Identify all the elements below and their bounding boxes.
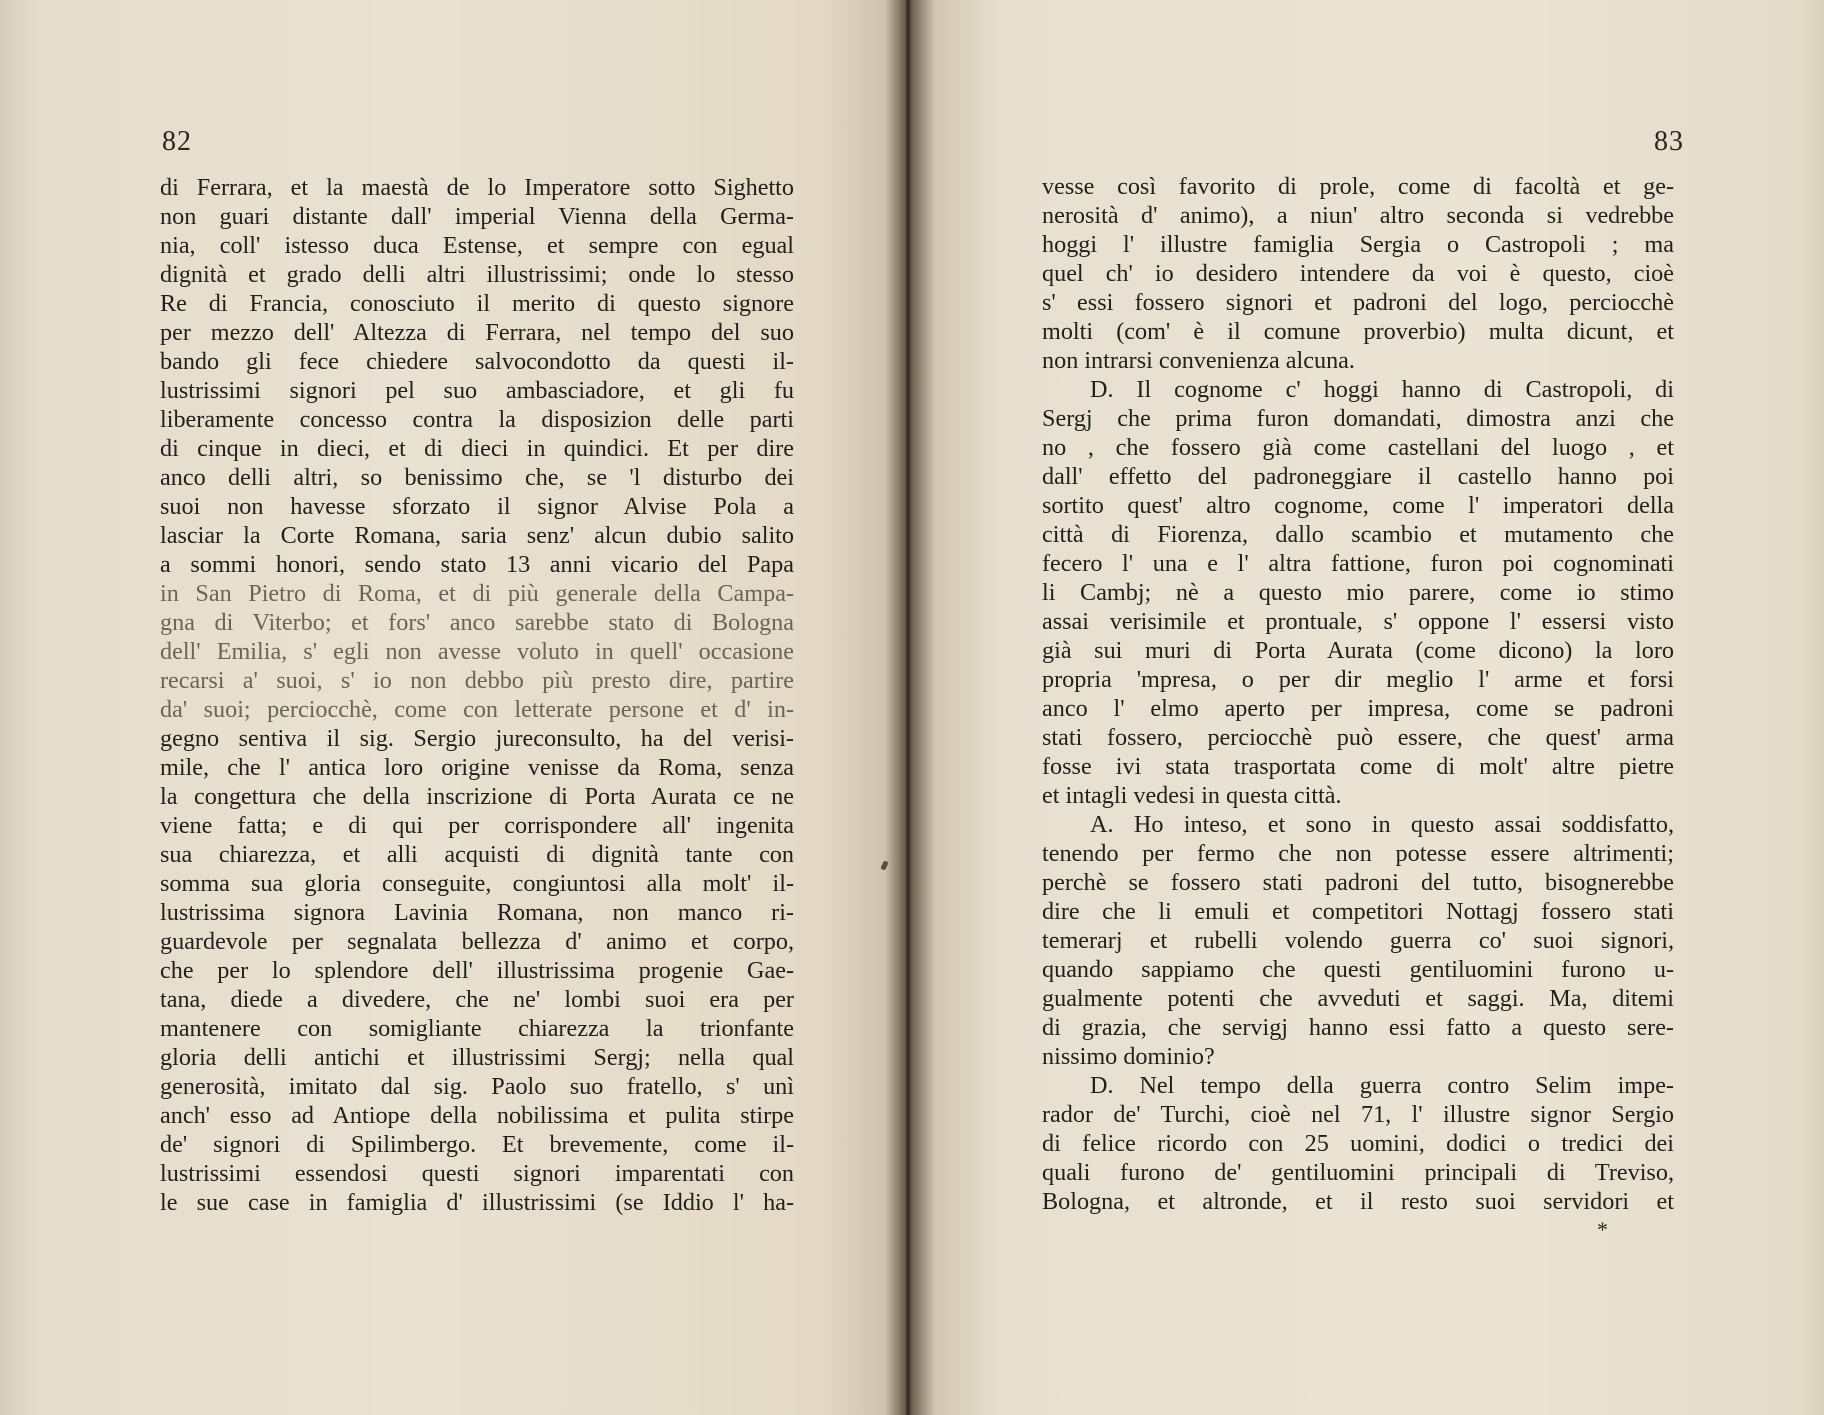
text-line: lustrissima signora Lavinia Romana, non manco ri- bbox=[160, 899, 794, 926]
text-line: dell' Emilia, s' egli non avesse voluto in quell' occasione bbox=[160, 638, 794, 665]
text-line: anco l' elmo aperto per impresa, come se padroni bbox=[1042, 695, 1674, 722]
text-line: non intrarsi convenienza alcuna. bbox=[1042, 347, 1355, 374]
text-line: dall' effetto del padroneggiare il castello hanno poi bbox=[1042, 463, 1674, 490]
left-page-text bbox=[160, 173, 794, 1217]
text-line: gualmente potenti che avveduti et saggi. Ma, ditemi bbox=[1042, 985, 1674, 1012]
text-line: et intagli vedesi in questa città. bbox=[1042, 782, 1342, 809]
text-line: propria 'mpresa, o per dir meglio l' arme et forsi bbox=[1042, 666, 1674, 693]
text-line: guardevole per segnalata bellezza d' animo et corpo, bbox=[160, 928, 794, 955]
text-line: perchè se fossero stati padroni del tutto, bisognerebbe bbox=[1042, 869, 1674, 896]
text-line: fecero l' una e l' altra fattione, furon poi cognominati bbox=[1042, 550, 1674, 577]
text-line: temerarj et rubelli volendo guerra co' suoi signori, bbox=[1042, 927, 1674, 954]
text-line: nia, coll' istesso duca Estense, et sempre con egual bbox=[160, 232, 794, 259]
ink-mark bbox=[880, 860, 888, 870]
text-line: in San Pietro di Roma, et di più generale della Campa- bbox=[160, 580, 794, 607]
text-line: sortito quest' altro cognome, come l' imperatori della bbox=[1042, 492, 1674, 519]
text-line: mantenere con somigliante chiarezza la trionfante bbox=[160, 1015, 794, 1042]
text-line: la congettura che della inscrizione di Porta Aurata ce ne bbox=[160, 783, 794, 810]
text-line: suoi non havesse sforzato il signor Alvise Pola a bbox=[160, 493, 794, 520]
text-line: D. Nel tempo della guerra contro Selim impe- bbox=[1090, 1072, 1674, 1099]
page-number-left: 82 bbox=[162, 126, 192, 157]
text-line: di Ferrara, et la maestà de lo Imperatore sotto Sighetto bbox=[160, 174, 794, 201]
text-line: s' essi fossero signori et padroni del logo, perciocchè bbox=[1042, 289, 1674, 316]
text-line: a sommi honori, sendo stato 13 anni vicario del Papa bbox=[160, 551, 794, 578]
text-line: assai verisimile et prontuale, s' oppone l' essersi visto bbox=[1042, 608, 1674, 635]
text-line: tenendo per fermo che non potesse essere altrimenti; bbox=[1042, 840, 1674, 867]
text-line: no , che fossero già come castellani del luogo , et bbox=[1042, 434, 1674, 461]
text-line: stati fossero, perciocchè può essere, che quest' arma bbox=[1042, 724, 1674, 751]
text-line: li Cambj; nè a questo mio parere, come io stimo bbox=[1042, 579, 1674, 606]
text-line: gegno sentiva il sig. Sergio jureconsulto, ha del verisi- bbox=[160, 725, 794, 752]
text-line: mile, che l' antica loro origine venisse da Roma, senza bbox=[160, 754, 794, 781]
page-number-right: 83 bbox=[1654, 126, 1684, 157]
text-line: Bologna, et altronde, et il resto suoi servidori et bbox=[1042, 1188, 1674, 1215]
text-line: vesse così favorito di prole, come di facoltà et ge- bbox=[1042, 173, 1674, 200]
text-line: fosse ivi stata trasportata come di molt' altre pietre bbox=[1042, 753, 1674, 780]
text-line: lasciar la Corte Romana, saria senz' alcun dubio salito bbox=[160, 522, 794, 549]
left-page bbox=[0, 0, 905, 1415]
text-line: da' suoi; perciocchè, come con letterate persone et d' in- bbox=[160, 696, 794, 723]
text-line: sua chiarezza, et alli acquisti di dignità tante con bbox=[160, 841, 794, 868]
text-line: quali furono de' gentiluomini principali di Treviso, bbox=[1042, 1159, 1674, 1186]
text-line: dire che li emuli et competitori Nottagj fossero stati bbox=[1042, 898, 1674, 925]
text-line: di felice ricordo con 25 uomini, dodici o tredici dei bbox=[1042, 1130, 1674, 1157]
text-line: lustrissimi signori pel suo ambasciadore, et gli fu bbox=[160, 377, 794, 404]
text-line: recarsi a' suoi, s' io non debbo più presto dire, partire bbox=[160, 667, 794, 694]
right-page bbox=[912, 0, 1824, 1415]
text-line: D. Il cognome c' hoggi hanno di Castropoli, di bbox=[1090, 376, 1674, 403]
text-line: tana, diede a divedere, che ne' lombi suoi era per bbox=[160, 986, 794, 1013]
text-line: viene fatta; e di qui per corrispondere all' ingenita bbox=[160, 812, 794, 839]
signature-mark: * bbox=[1597, 1217, 1608, 1242]
text-line: liberamente concesso contra la disposizion delle parti bbox=[160, 406, 794, 433]
text-line: città di Fiorenza, dallo scambio et mutamento che bbox=[1042, 521, 1674, 548]
text-line: quando sappiamo che questi gentiluomini furono u- bbox=[1042, 956, 1674, 983]
right-page-text bbox=[1042, 172, 1674, 1216]
text-line: A. Ho inteso, et sono in questo assai soddisfatto, bbox=[1090, 811, 1674, 838]
text-line: nissimo dominio? bbox=[1042, 1043, 1215, 1070]
text-line: gloria delli antichi et illustrissimi Sergj; nella qual bbox=[160, 1044, 794, 1071]
text-line: le sue case in famiglia d' illustrissimi (se Iddio l' ha- bbox=[160, 1189, 794, 1216]
text-line: per mezzo dell' Altezza di Ferrara, nel tempo del suo bbox=[160, 319, 794, 346]
text-line: anch' esso ad Antiope della nobilissima et pulita stirpe bbox=[160, 1102, 794, 1129]
text-line: hoggi l' illustre famiglia Sergia o Castropoli ; ma bbox=[1042, 231, 1674, 258]
text-line: molti (com' è il comune proverbio) multa dicunt, et bbox=[1042, 318, 1674, 345]
text-line: anco delli altri, so benissimo che, se 'l disturbo dei bbox=[160, 464, 794, 491]
text-line: di grazia, che servigj hanno essi fatto a questo sere- bbox=[1042, 1014, 1674, 1041]
text-line: somma sua gloria conseguite, congiuntosi alla molt' il- bbox=[160, 870, 794, 897]
text-line: dignità et grado delli altri illustrissimi; onde lo stesso bbox=[160, 261, 794, 288]
text-line: già sui muri di Porta Aurata (come dicono) la loro bbox=[1042, 637, 1674, 664]
text-line: lustrissimi essendosi questi signori imparentati con bbox=[160, 1160, 794, 1187]
text-line: Sergj che prima furon domandati, dimostra anzi che bbox=[1042, 405, 1674, 432]
text-line: bando gli fece chiedere salvocondotto da questi il- bbox=[160, 348, 794, 375]
text-line: quel ch' io desidero intendere da voi è questo, cioè bbox=[1042, 260, 1674, 287]
text-line: generosità, imitato dal sig. Paolo suo fratello, s' unì bbox=[160, 1073, 794, 1100]
text-line: Re di Francia, conosciuto il merito di questo signore bbox=[160, 290, 794, 317]
text-line: gna di Viterbo; et fors' anco sarebbe stato di Bologna bbox=[160, 609, 794, 636]
text-line: che per lo splendore dell' illustrissima progenie Gae- bbox=[160, 957, 794, 984]
text-line: nerosità d' animo), a niun' altro seconda si vedrebbe bbox=[1042, 202, 1674, 229]
text-line: di cinque in dieci, et di dieci in quindici. Et per dire bbox=[160, 435, 794, 462]
text-line: rador de' Turchi, cioè nel 71, l' illustre signor Sergio bbox=[1042, 1101, 1674, 1128]
text-line: de' signori di Spilimbergo. Et brevemente, come il- bbox=[160, 1131, 794, 1158]
text-line: non guari distante dall' imperial Vienna della Germa- bbox=[160, 203, 794, 230]
